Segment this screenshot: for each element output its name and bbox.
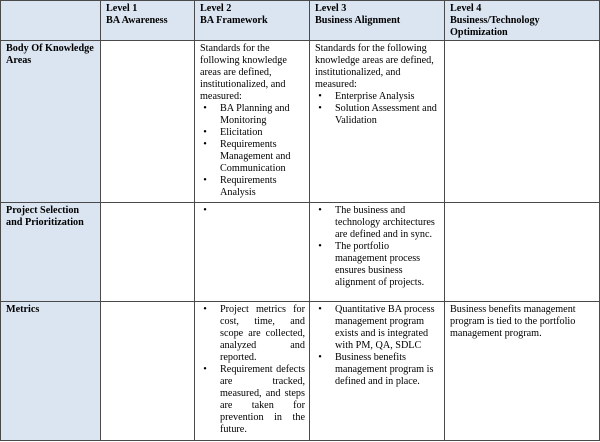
list-item: • Project metrics for cost, time, and scope are collected, analyzed and reported. (220, 304, 305, 364)
cell-bok-level-2 (195, 41, 310, 203)
cell-ps-level-4 (445, 203, 600, 302)
header-level-2-number: Level 2 (200, 3, 232, 14)
cell-bok-level-3 (310, 41, 445, 203)
list-item: • Business benefits management program is defined and in place. (335, 352, 440, 388)
ps-level-3-list (315, 205, 440, 289)
list-item: • Requirement defects are tracked, measured, and steps are taken for prevention in the future. (220, 364, 305, 436)
header-level-1 (101, 1, 195, 41)
list-item: • Quantitative BA process management program exists and is integrated with PM, QA, SDLC (335, 304, 440, 352)
list-item: • The portfolio management process ensures business alignment of projects. (335, 241, 440, 289)
cell-metrics-level-2 (195, 302, 310, 441)
header-level-4-title: Business/Technology Optimization (450, 15, 540, 38)
row-label-body-of-knowledge: Body Of Knowledge Areas (1, 41, 101, 203)
bok-level-2-list (200, 103, 305, 199)
cell-bok-level-1 (101, 41, 195, 203)
cell-metrics-level-4: Business benefits management program is tied to the portfolio management program. (445, 302, 600, 441)
bok-level-3-intro: Standards for the following knowledge areas are defined, institutionalized, and measured: (315, 43, 434, 90)
row-label-metrics: Metrics (1, 302, 101, 441)
cell-metrics-level-3 (310, 302, 445, 441)
bok-level-3-list (315, 91, 440, 127)
metrics-level-2-list (200, 304, 305, 436)
header-level-2 (195, 1, 310, 41)
list-item: • BA Planning and Monitoring (220, 103, 305, 127)
header-level-3-number: Level 3 (315, 3, 347, 14)
header-level-4 (445, 1, 600, 41)
cell-ps-level-3 (310, 203, 445, 302)
header-level-4-number: Level 4 (450, 3, 482, 14)
header-level-3 (310, 1, 445, 41)
bok-level-2-intro: Standards for the following knowledge areas are defined, institutionalized, and measured: (200, 43, 287, 102)
row-label-project-selection: Project Selection and Prioritization (1, 203, 101, 302)
header-row (1, 1, 600, 41)
row-project-selection (1, 203, 600, 302)
header-corner-cell (1, 1, 101, 41)
row-body-of-knowledge (1, 41, 600, 203)
list-item: • Requirements Management and Communication (220, 139, 305, 175)
header-level-3-title: Business Alignment (315, 15, 401, 26)
cell-ps-level-1 (101, 203, 195, 302)
cell-metrics-level-1 (101, 302, 195, 441)
list-item: • Solution Assessment and Validation (335, 103, 440, 127)
list-item: • Elicitation (220, 127, 305, 139)
list-item: • Enterprise Analysis (335, 91, 440, 103)
header-level-1-title: BA Awareness (106, 15, 168, 26)
row-metrics (1, 302, 600, 441)
list-item: • Requirements Analysis (220, 175, 305, 199)
header-level-2-title: BA Framework (200, 15, 268, 26)
list-item: • The business and technology architectures are defined and in sync. (335, 205, 440, 241)
header-level-1-number: Level 1 (106, 3, 138, 14)
cell-bok-level-4 (445, 41, 600, 203)
cell-ps-level-2 (195, 203, 310, 302)
metrics-level-3-list (315, 304, 440, 388)
